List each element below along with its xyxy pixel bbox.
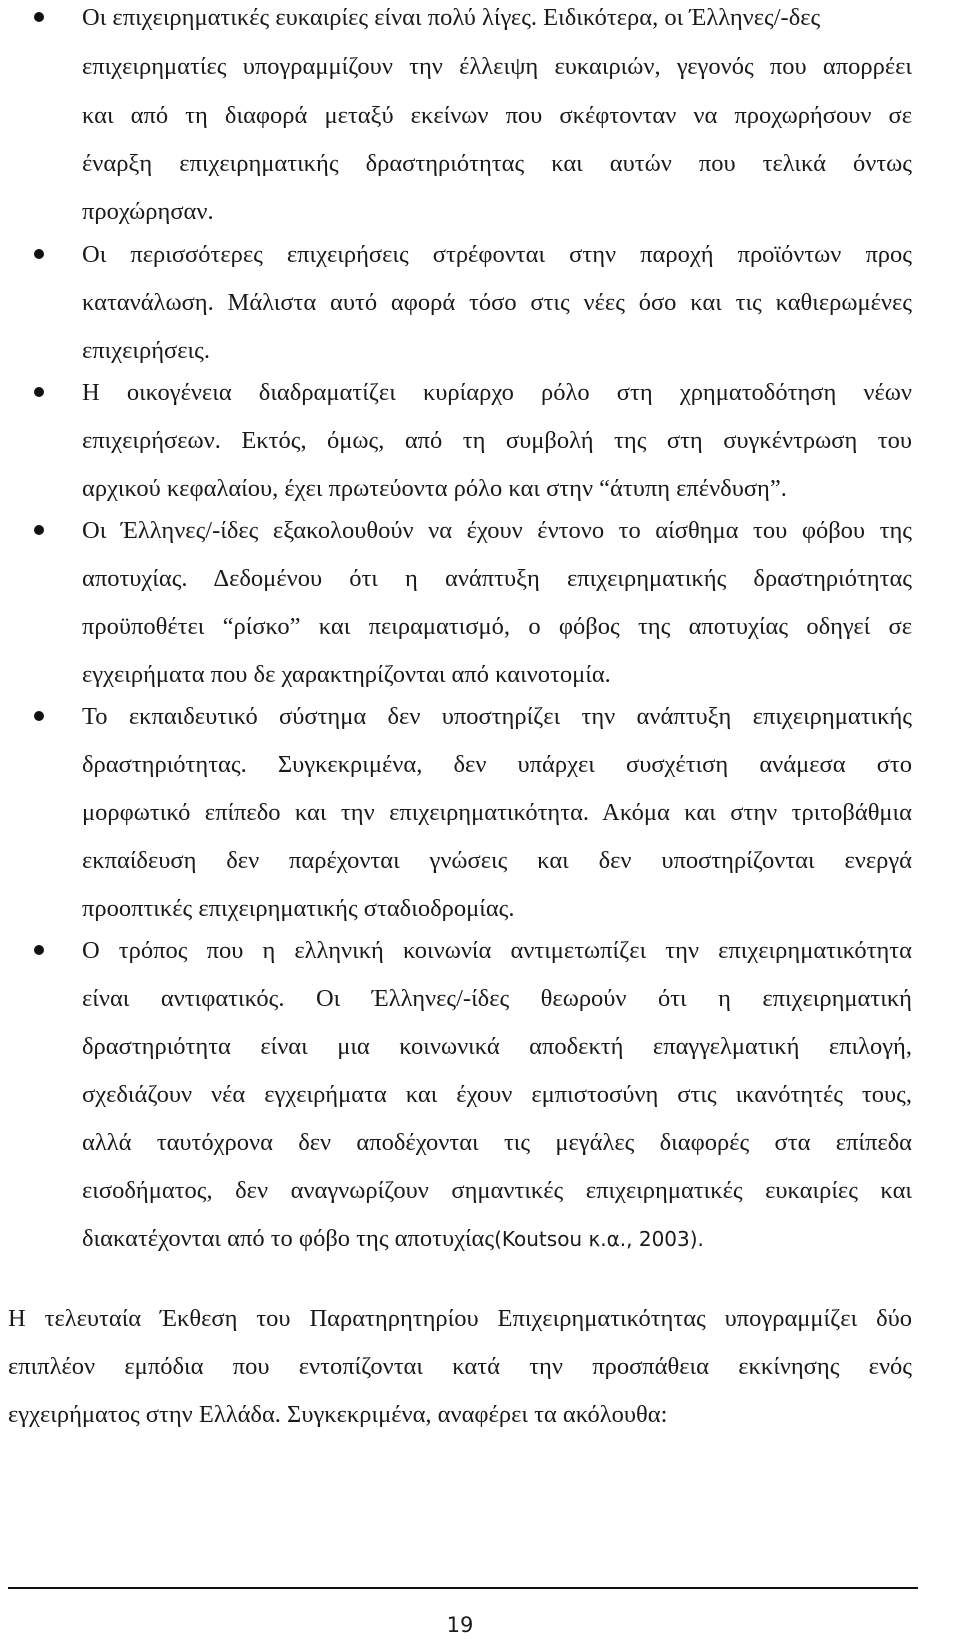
bullet-marker [34,12,44,22]
bullet-4-line-4: εγχειρήματα που δε χαρακτηρίζονται από καινοτομία. [82,661,611,688]
bullet-1-line-1: Οι επιχειρηματικές ευκαιρίες είναι πολύ λίγες. Ειδικότερα, οι Έλληνες/-δες [82,4,821,31]
bullet-4-line-3: προϋποθέτει “ρίσκο” και πειραματισμό, ο φόβος της αποτυχίας οδηγεί σε [82,613,912,640]
citation: (Koutsou κ.α., 2003). [494,1227,704,1251]
bullet-1-line-3: και από τη διαφορά μεταξύ εκείνων που σκέφτονταν να προχωρήσουν σε [82,102,912,129]
bullet-6-line-2: είναι αντιφατικός. Οι Έλληνες/-ίδες θεωρούν ότι η επιχειρηματική [82,985,912,1012]
bullet-5-line-3: μορφωτικό επίπεδο και την επιχειρηματικότητα. Ακόμα και στην τριτοβάθμια [82,799,912,826]
bullet-marker [34,711,44,721]
bullet-2-line-3: επιχειρήσεις. [82,337,210,364]
paragraph-line-1: Η τελευταία Έκθεση του Παρατηρητηρίου Επιχειρηματικότητας υπογραμμίζει δύο [8,1305,912,1332]
bullet-3-line-2: επιχειρήσεων. Εκτός, όμως, από τη συμβολή της στη συγκέντρωση του [82,427,912,454]
paragraph-line-2: επιπλέον εμπόδια που εντοπίζονται κατά την προσπάθεια εκκίνησης ενός [8,1353,912,1380]
bullet-6-line-1: Ο τρόπος που η ελληνική κοινωνία αντιμετωπίζει την επιχειρηματικότητα [82,937,912,964]
bullet-6-line-7-text: διακατέχονται από το φόβο της αποτυχίας [82,1225,495,1252]
bullet-5-line-4: εκπαίδευση δεν παρέχονται γνώσεις και δεν υποστηρίζονται ενεργά [82,847,912,874]
bullet-6-line-3: δραστηριότητα είναι μια κοινωνικά αποδεκτή επαγγελματική επιλογή, [82,1033,912,1060]
bullet-6-line-7 [82,1224,704,1254]
paragraph-line-3: εγχειρήματος στην Ελλάδα. Συγκεκριμένα, αναφέρει τα ακόλουθα: [8,1401,668,1428]
bullet-6-line-4: σχεδιάζουν νέα εγχειρήματα και έχουν εμπιστοσύνη στις ικανότητές τους, [82,1081,912,1108]
bullet-marker [34,945,44,955]
bullet-1-line-2: επιχειρηματίες υπογραμμίζουν την έλλειψη ευκαιριών, γεγονός που απορρέει [82,53,912,80]
page-number: 19 [446,1613,474,1637]
bullet-3-line-3: αρχικού κεφαλαίου, έχει πρωτεύοντα ρόλο και στην “άτυπη επένδυση”. [82,475,787,502]
bullet-5-line-1: Το εκπαιδευτικό σύστημα δεν υποστηρίζει την ανάπτυξη επιχειρηματικής [82,703,912,730]
bullet-1-line-5: προχώρησαν. [82,198,214,225]
bullet-6-line-6: εισοδήματος, δεν αναγνωρίζουν σημαντικές επιχειρηματικές ευκαιρίες και [82,1177,912,1204]
bullet-3-line-1: Η οικογένεια διαδραματίζει κυρίαρχο ρόλο στη χρηματοδότηση νέων [82,379,912,406]
bullet-5-line-2: δραστηριότητας. Συγκεκριμένα, δεν υπάρχει συσχέτιση ανάμεσα στο [82,751,912,778]
footer-divider [8,1587,918,1589]
bullet-4-line-2: αποτυχίας. Δεδομένου ότι η ανάπτυξη επιχειρηματικής δραστηριότητας [82,565,912,592]
bullet-6-line-5: αλλά ταυτόχρονα δεν αποδέχονται τις μεγάλες διαφορές στα επίπεδα [82,1129,912,1156]
bullet-1-line-4: έναρξη επιχειρηματικής δραστηριότητας και αυτών που τελικά όντως [82,150,912,177]
bullet-marker [34,387,44,397]
bullet-2-line-1: Οι περισσότερες επιχειρήσεις στρέφονται στην παροχή προϊόντων προς [82,241,912,268]
bullet-marker [34,249,44,259]
bullet-2-line-2: κατανάλωση. Μάλιστα αυτό αφορά τόσο στις νέες όσο και τις καθιερωμένες [82,289,912,316]
bullet-5-line-5: προοπτικές επιχειρηματικής σταδιοδρομίας. [82,895,515,922]
bullet-marker [34,525,44,535]
bullet-4-line-1: Οι Έλληνες/-ίδες εξακολουθούν να έχουν έντονο το αίσθημα του φόβου της [82,517,912,544]
